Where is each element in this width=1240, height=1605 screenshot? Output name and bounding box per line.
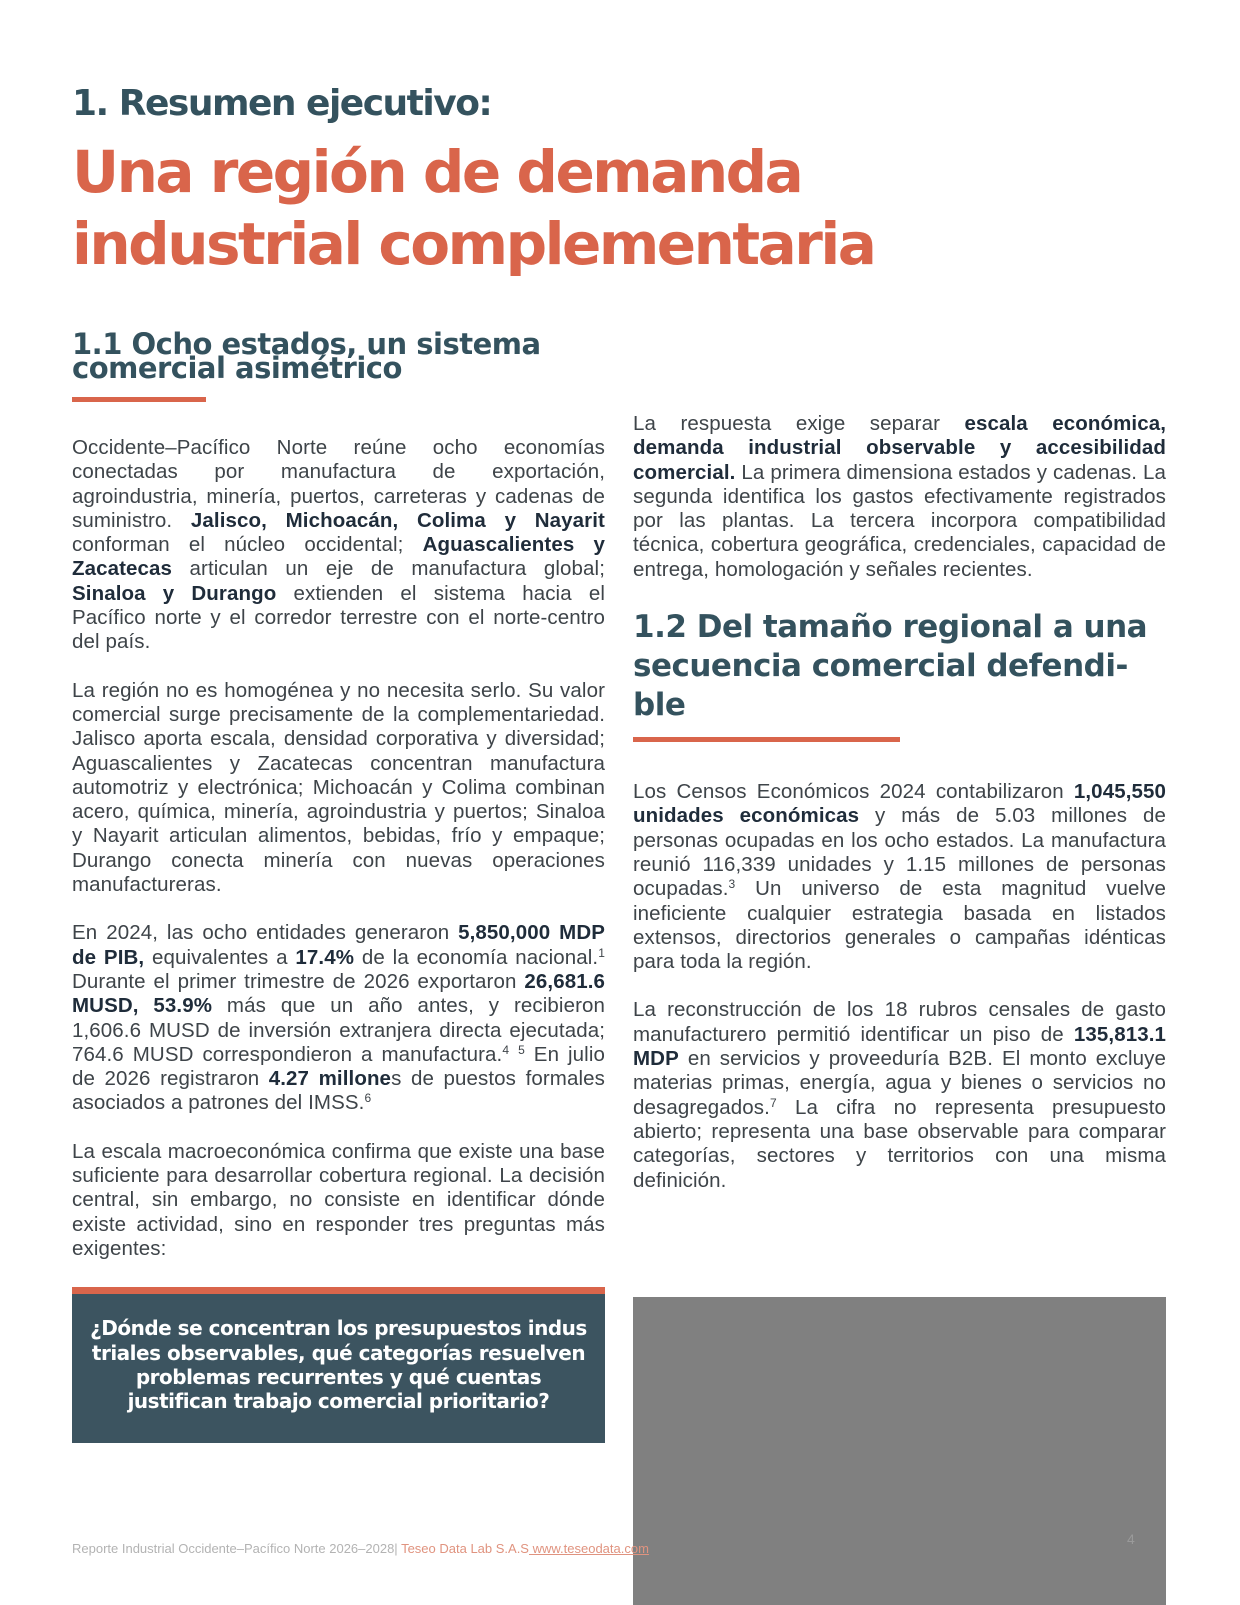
footnote-ref-4: 4 [502,1042,510,1057]
bold-states-north: Sinaloa y Durango [72,581,277,605]
left-column [72,327,605,1443]
text-run: extienden el sistema hacia el Pacífico norte y el corredor terrestre con el norte-centro del país. [72,581,605,654]
text-run: articulan un eje de manufactura global; [172,557,605,581]
section-1-1-rule [72,397,206,402]
text-run: Durante el primer trimestre de 2026 exportaron [72,969,525,993]
footnote-ref-5: 5 [518,1042,525,1057]
bold-exports: 26,681.6 MUSD, 53.9% [72,969,605,1018]
text-run: En 2024, las ocho entidades generaron [72,921,459,945]
section-1-2-title-line-2: secuencia comercial defendi- [633,648,1128,685]
text-run: La primera dimensiona estados y cadenas. La segunda identifica los gastos efectivamente registrados por las plantas. La tercera incorpora compatibilidad técnica, cobertura geográfica, credenciales, capacidad de entrega, homologación y señales recientes. [633,460,1166,581]
bold-states-center: Aguascalientes y Zacatecas [72,533,605,581]
text-run: en servicios y proveeduría B2B. El monto excluye materias primas, energía, agua y bienes o servicios no desagregados. [633,1047,1166,1119]
bold-share: 17.4% [295,945,355,969]
section-1-2-paragraph-1 [633,780,1166,974]
section-1-1-paragraph-2: La región no es homogénea y no necesita serlo. Su valor comercial surge precisamente de la complementariedad. Jalisco aporta escala, densidad corporativa y diversidad; Aguascalientes y Zacatecas concentran manufactura automotriz y electrónica; Michoacán y Colima combinan acero, química, minería, agroindustria y puertos; Sinaloa y Nayarit articulan alimentos, bebidas, frío y empaque; Durango conecta minería con nuevas operaciones manufactureras. [72,678,605,897]
text-run: equivalentes a [144,945,296,969]
text-run: Los Censos Económicos 2024 contabilizaron [633,780,1074,804]
text-run: y más de 5.03 millones de personas ocupadas en los ocho estados. La manufactura reunió 116,339 unidades y 1.15 millones de personas ocupadas. [633,804,1166,901]
page-number: 4 [1127,1531,1135,1547]
text-run: Occidente–Pacífico Norte reúne ocho economías conectadas por manufactura de exportación, agroindustria, minería, puertos, carreteras y cadenas de suministro. [72,436,605,532]
chapter-title-line-1: Una región de demanda [72,138,802,206]
right-intro-paragraph [633,412,1166,582]
chapter-kicker: 1. Resumen ejecutivo: [72,83,492,124]
bold-units: 1,045,550 unidades económicas [633,780,1166,828]
section-1-2-paragraph-2 [633,998,1166,1192]
key-questions-callout: ¿Dónde se concentran los presupuestos indus triales observables, qué categorías resuelven problemas recurrentes y qué cuentas justifican trabajo comercial prioritario? [72,1294,605,1443]
page-footer [72,1541,649,1556]
footnote-ref-6: 6 [364,1091,372,1106]
chapter-title-line-2: industrial complementaria [72,210,875,278]
section-1-1-paragraph-4: La escala macroeconómica confirma que existe una base suficiente para desarrollar cobertura regional. La decisión central, sin embargo, no consiste en identificar dónde existe actividad, sino en responder tres preguntas más exigentes: [72,1139,605,1260]
section-1-1-paragraph-1 [72,436,605,655]
text-run [509,1043,518,1066]
section-1-2-rule [633,737,900,742]
text-run: La cifra no representa presupuesto abierto; representa una base observable para comparar categorías, sectores y territorios con una misma definición. [633,1095,1166,1192]
text-run: En julio de 2026 registraron [72,1042,605,1091]
page-heading [72,80,1172,280]
section-1-1-paragraph-3 [72,921,605,1115]
section-1-1-title-line-2: comercial asimétrico [72,351,402,385]
text-run: de la economía nacional. [354,945,599,969]
bold-b2b-floor: 135,813.1 MDP [633,1022,1166,1071]
right-column [633,412,1166,1193]
chapter-title [72,136,1172,280]
section-1-1-title-line-1: 1.1 Ocho estados, un sistema [72,327,541,361]
footnote-ref-3: 3 [728,877,736,892]
section-1-1-title [72,327,605,385]
text-run: s de puestos formales asociados a patrones del IMSS. [72,1067,605,1115]
image-placeholder [633,1297,1166,1605]
text-run: La reconstrucción de los 18 rubros censales de gasto manufacturero permitió identificar un piso de [633,998,1166,1046]
text-run: conforman el núcleo occidental; [72,533,423,557]
section-1-2-title-line-1: 1.2 Del tamaño regional a una [633,609,1148,646]
bold-jobs: 4.27 millone [268,1067,392,1091]
text-run: La respuesta exige separar [633,412,965,435]
footer-website-link[interactable]: www.teseodata.com [528,1541,649,1556]
section-1-2-title [633,608,1166,725]
text-run: más que un año antes, y recibieron 1,606.6 MUSD de inversión extranjera directa ejecutada; 764.6 MUSD correspondieron a manufactura. [72,994,605,1066]
bold-states-west: Jalisco, Michoacán, Colima y Nayarit [190,508,605,532]
footnote-ref-1: 1 [598,945,605,960]
text-run: Un universo de esta magnitud vuelve ineficiente cualquier estrategia basada en listados extensos, directorios generales o campañas idénticas para toda la región. [633,877,1166,974]
callout-accent-bar [72,1287,605,1294]
bold-gdp: 5,850,000 MDP de PIB, [72,921,605,969]
bold-dimensions: escala económica, demanda industrial observable y accesibilidad comercial. [633,412,1166,484]
section-1-2-title-line-3: ble [633,687,686,724]
footnote-ref-7: 7 [769,1095,777,1110]
footer-company: Teseo Data Lab S.A.S [397,1541,529,1556]
footer-report-name: Reporte Industrial Occidente–Pacífico Norte 2026–2028| [72,1541,398,1556]
